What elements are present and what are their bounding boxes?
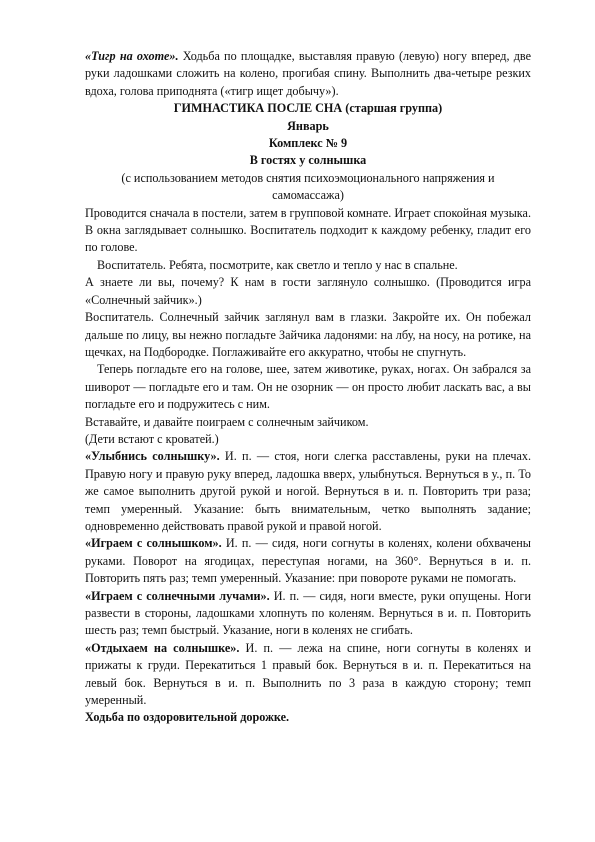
section-title — [85, 100, 531, 117]
intro-paragraph — [85, 48, 531, 100]
exercise-item — [85, 640, 531, 710]
exercise-text: И. п. — сидя, ноги вместе, руки опущены. Ноги развести в стороны, ладошками хлопнуть по коленям. Вернуться в и. п. Повторить шесть раз; темп быстрый. Указание, ноги в коленях не сгибать. — [85, 588, 531, 638]
title-group: (старшая группа) — [342, 101, 443, 116]
exercise-name: «Играем с солнечными лучами». — [85, 588, 270, 603]
title-main: ГИМНАСТИКА ПОСЛЕ СНА — [173, 101, 343, 116]
complex-heading: Комплекс № 9 — [268, 136, 348, 151]
closing-walk: Ходьба по оздоровительной дорожке. — [85, 710, 290, 725]
document-page — [85, 48, 531, 727]
month-heading: Январь — [287, 118, 329, 133]
body-paragraph-7: (Дети встают с кроватей.) — [85, 431, 219, 446]
intro-exercise-name: «Тигр на охоте». — [85, 49, 179, 63]
body-paragraph-6: Вставайте, и давайте поиграем с солнечным зайчиком. — [85, 414, 369, 429]
exercise-text: И. п. — лежа на спине, ноги согнуты в коленях и прижаты к груди. Перекатиться 1 правый бок. Вернуться в и. п. Перекатиться на левый бок. Вернуться в и. п. Выполнить по 3 раза в каждую сторону; темп умеренный. — [85, 640, 531, 708]
exercise-text: И. п. — стоя, ноги слегка расставлены, руки на плечах. Правую ногу и правую руку вперед, ладошка вверх, улыбнуться. Вернуться в у., п. То же самое выполнить другой рукой и ногой. Вернуться в и. п. Повторить три раза; темп умеренный. Указание: быть внимательным, четко выполнять задание; одновременно действовать правой рукой и правой ногой. — [85, 449, 532, 533]
body-paragraph-1: Проводится сначала в постели, затем в групповой комнате. Играет спокойная музыка. В окна заглядывает солнышко. Воспитатель подходит к каждому ребенку, гладит его по голове. — [85, 205, 531, 255]
complex-subtitle: В гостях у солнышка — [249, 153, 367, 168]
intro-text: Ходьба по площадке, выставляя правую (левую) ногу вперед, две руки ладошками сложить на колено, прогибая спину. Выполнить два-четыре резких вдоха, голова приподнята («тигр ищет добычу»). — [85, 49, 531, 98]
body-paragraph-2: Воспитатель. Ребята, посмотрите, как светло и тепло у нас в спальне. — [97, 257, 458, 272]
body-paragraph-4: Воспитатель. Солнечный зайчик заглянул вам в глазки. Закройте их. Он побежал дальше по лицу, вы нежно погладьте Зайчика ладонями: на лбу, на носу, на ротике, на щечках, на Подбородке. Поглаживайте его аккуратно, чтобы не спугнуть. — [85, 310, 531, 359]
exercise-item — [85, 448, 531, 535]
exercise-name: «Играем с солнышком». — [85, 536, 222, 551]
exercise-name: «Улыбнись солнышку». — [85, 449, 220, 464]
method-note: (с использованием методов снятия психоэмоционального напряжения и самомассажа) — [121, 170, 495, 203]
body-paragraph-5: Теперь погладьте его на голове, шее, затем животике, руках, ногах. Он забрался за шиворот — погладьте его и там. Он не озорник — он просто любит ласкать вас, а вы погладьте его и подружитесь с ним. — [85, 362, 531, 412]
exercise-item — [85, 535, 531, 587]
exercise-text: И. п. — сидя, ноги согнуты в коленях, колени обхвачены руками. Поворот на ягодицах, переступая ногами, на 360°. Вернуться в и. п. Повторить пять раз; темп умеренный. Указание: при повороте руками не помогать. — [85, 536, 531, 586]
body-paragraph-3: А знаете ли вы, почему? К нам в гости заглянуло солнышко. (Проводится игра «Солнечный зайчик».) — [85, 275, 531, 307]
exercise-name: «Отдыхаем на солнышке». — [85, 640, 240, 655]
exercise-item — [85, 588, 531, 640]
